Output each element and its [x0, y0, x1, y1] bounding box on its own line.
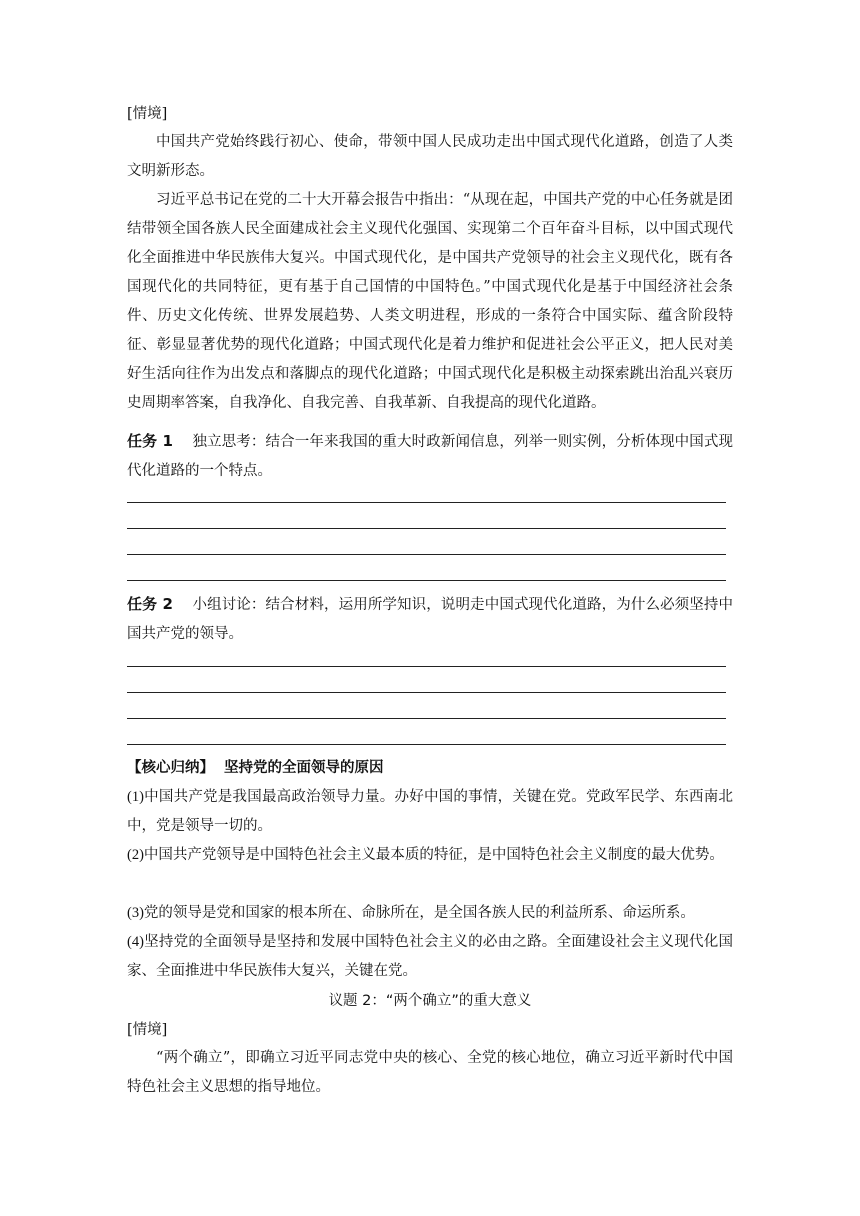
topic-2-context-label: [情境]: [127, 1022, 168, 1038]
task-2-answer-line-1[interactable]: [127, 666, 726, 667]
summary-item-1: (1)中国共产党是我国最高政治领导力量。办好中国的事情，关键在党。党政军民学、东西南北中，党是领导一切的。: [127, 789, 733, 834]
context-paragraph-2: 习近平总书记在党的二十大开幕会报告中指出：“从现在起，中国共产党的中心任务就是团结带领全国各族人民全面建成社会主义现代化强国、实现第二个百年奋斗目标，以中国式现代化全面推进中华民族伟大复兴。中国式现代化，是中国共产党领导的社会主义现代化，既有各国现代化的共同特征，更有基于自己国情的中国特色。”中国式现代化是基于中国经济社会条件、历史文化传统、世界发展趋势、人类文明进程，形成的一条符合中国实际、蕴含阶段特征、彰显显著优势的现代化道路；中国式现代化是着力维护和促进社会公平正义，把人民对美好生活向往作为出发点和落脚点的现代化道路；中国式现代化是积极主动探索跳出治乱兴衰历史周期率答案，自我净化、自我完善、自我革新、自我提高的现代化道路。: [127, 192, 733, 411]
task-2-body: 小组讨论：结合材料，运用所学知识，说明走中国式现代化道路，为什么必须坚持中国共产党的领导。: [127, 597, 734, 642]
task-1-answer-line-4[interactable]: [127, 580, 726, 581]
task-2-title: 任务 2: [127, 595, 173, 613]
task-1-answer-line-2[interactable]: [127, 528, 726, 529]
summary-item-4: (4)坚持党的全面领导是坚持和发展中国特色社会主义的必由之路。全面建设社会主义现代化国家、全面推进中华民族伟大复兴，关键在党。: [127, 934, 733, 979]
summary-item-2: (2)中国共产党领导是中国特色社会主义最本质的特征，是中国特色社会主义制度的最大优势。: [127, 847, 724, 863]
task-2-answer-line-2[interactable]: [127, 692, 726, 693]
task-1-answer-line-3[interactable]: [127, 554, 726, 555]
topic-2-paragraph-1: “两个确立”，即确立习近平同志党中央的核心、全党的核心地位，确立习近平新时代中国特色社会主义思想的指导地位。: [127, 1050, 733, 1095]
context-paragraph-1: 中国共产党始终践行初心、使命，带领中国人民成功走出中国式现代化道路，创造了人类文明新形态。: [127, 134, 733, 179]
core-summary-title: 坚持党的全面领导的原因: [224, 760, 384, 776]
task-1-answer-line-1[interactable]: [127, 502, 726, 503]
task-2: [127, 590, 733, 649]
task-2-answer-line-4[interactable]: [127, 744, 726, 745]
task-2-answer-line-3[interactable]: [127, 718, 726, 719]
summary-item-3: (3)党的领导是党和国家的根本所在、命脉所在，是全国各族人民的利益所系、命运所系。: [127, 905, 695, 921]
core-summary-heading: [127, 758, 384, 778]
core-summary-tag: 【核心归纳】: [127, 760, 214, 776]
task-1-title: 任务 1: [127, 432, 173, 450]
topic-2-title: 议题 2：“两个确立”的重大意义: [328, 993, 532, 1009]
task-1: [127, 427, 733, 486]
context-label: [情境]: [127, 106, 168, 122]
task-1-body: 独立思考：结合一年来我国的重大时政新闻信息，列举一则实例，分析体现中国式现代化道路的一个特点。: [127, 434, 734, 479]
